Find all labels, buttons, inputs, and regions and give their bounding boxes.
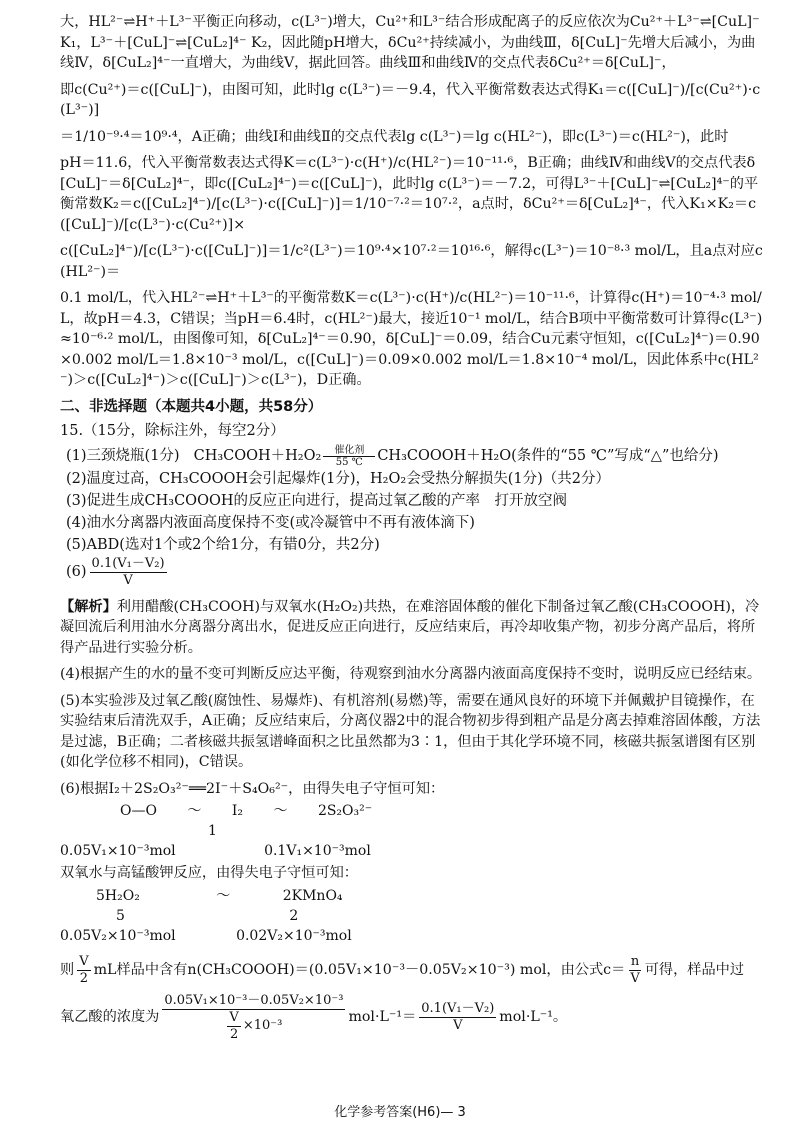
ratio-row-2: 5H₂O₂ ～ 2KMnO₄ (96, 887, 343, 904)
concentration-formula-fraction: $\frac{n}{V}$ (630, 953, 640, 986)
q15-answer-3: (3)促进生成CH₃COOOH的反应正向进行，提高过氧乙酸的产率 打开放空阀 (66, 492, 567, 509)
analysis-label: 【解析】 (60, 598, 117, 615)
analysis-14-para-4: pH＝11.6，代入平衡常数表达式得K＝c(L³⁻)·c(H⁺)/c(HL²⁻)＝10⁻¹¹·⁶，B正确；曲线Ⅳ和曲线Ⅴ的交点代表δ[CuL]⁻＝δ[CuL₂]⁴⁻，即c([CuL₂]⁴⁻)＝c([CuL]⁻)，此时lg c(L³⁻)＝－7.2，可得L³⁻＋[CuL]⁻⇌[CuL₂]⁴⁻的平衡常数K₂＝c([CuL₂]⁴⁻)/[c(L³⁻)·c([CuL]⁻)]＝1/10⁻⁷·²＝10⁷·²，a点时，δCu²⁺＝δ[CuL₂]⁴⁻，代入K₁×K₂＝c([CuL]⁻)/[c(L³⁻)·c(Cu²⁺)]× (60, 155, 759, 233)
analysis-15-para-4: (6)根据I₂＋2S₂O₃²⁻══2I⁻＋S₄O₆²⁻，由得失电子守恒可知： (60, 780, 445, 797)
analysis-14-para-3: ＝1/10⁻⁹·⁴＝10⁹·⁴，A正确；曲线Ⅰ和曲线Ⅱ的交点代表lg c(L³⁻)＝lg c(HL²⁻)，即c(L³⁻)＝c(HL²⁻)，此时 (60, 128, 729, 145)
answer-6-denominator: V (123, 572, 133, 588)
answer-1-prefix: (1)三颈烧瓶(1分) (66, 448, 180, 464)
answer-6-numerator: 0.1(V₁－V₂) (91, 555, 165, 571)
equation-right: CH₃COOOH＋H₂O(条件的“55 ℃”写成“△”也给分) (377, 448, 719, 464)
q15-answer-2: (2)温度过高，CH₃COOOH会引起爆炸(1分)，H₂O₂会受热分解损失(1分)（共2分） (66, 470, 610, 487)
temperature-label: 55 ℃ (335, 456, 363, 468)
analysis-15-para-6: 则 $\frac{V}{2}$ mL样品中含有n(CH₃COOOH)＝(0.05V₁×10⁻³－0.05V₂×10⁻³) mol，由公式c＝ $\frac{n}{V}$ 可得，样品中过 (60, 953, 745, 986)
ratio-row-1: O—O ～ I₂ ～ 2S₂O₃²⁻ (120, 803, 373, 819)
reaction-arrow (323, 445, 375, 468)
simplified-concentration-fraction: $\frac{\text{0.1(V₁－V₂)}}{V}$ (421, 1001, 495, 1033)
analysis-14-para-5: c([CuL₂]⁴⁻)/[c(L³⁻)·c([CuL]⁻)]＝1/c²(L³⁻)＝10⁹·⁴×10⁷·²＝10¹⁶·⁶，解得c(L³⁻)＝10⁻⁸·³ mol/L，且a点对应c(HL²⁻)＝ (60, 243, 763, 280)
answer-6-fraction (90, 556, 167, 589)
analysis-14-para-2: 即c(Cu²⁺)＝c([CuL]⁻)，由图可知，此时lg c(L³⁻)＝－9.4，代入平衡常数表达式得K₁＝c([CuL]⁻)/[c(Cu²⁺)·c(L³⁻)] (60, 81, 761, 118)
q15-answer-5: (5)ABD(选对1个或2个给1分，有错0分，共2分) (66, 536, 380, 553)
analysis-15-para-3: (5)本实验涉及过氧乙酸(腐蚀性、易爆炸)、有机溶剂(易燃)等，需要在通风良好的环境下并佩戴护目镜操作，在实验结束后清洗双手，A正确；反应结束后，分离仪器2中的混合物初步得到粗产品是分离去掉难溶固体酸，方法是过滤，B正确；二者核磁共振氢谱峰面积之比虽然都为3∶1，但由于其化学环境不同，核磁共振氢谱图有区别(如化学位移不相同)，C错误。 (60, 692, 761, 770)
q15-answer-4: (4)油水分离器内液面高度保持不变(或冷凝管中不再有液体滴下) (66, 514, 475, 531)
ratio-row-1-coeff: 1 (208, 823, 217, 839)
analysis-15-para-5: 双氧水与高锰酸钾反应，由得失电子守恒可知： (60, 865, 358, 881)
equation-left: CH₃COOH＋H₂O₂ (193, 448, 322, 464)
answer-6-prefix: (6) (66, 564, 87, 580)
q15-answer-1 (60, 445, 766, 468)
ratio-row-1-values: 0.05V₁×10⁻³mol 0.1V₁×10⁻³mol (60, 843, 371, 859)
analysis-15-para-1: 【解析】利用醋酸(CH₃COOH)与双氧水(H₂O₂)共热，在难溶固体酸的催化下制备过氧乙酸(CH₃COOOH)，冷凝回流后利用油水分离器分离出水，促进反应正向进行，反应结束后，再冷却收集产物，初步分离产品后，将所得产品进行实验分析。 (60, 598, 760, 656)
analysis-14-para-1: 大，HL²⁻⇌H⁺＋L³⁻平衡正向移动，c(L³⁻)增大，Cu²⁺和L³⁻结合形成配离子的反应依次为Cu²⁺＋L³⁻⇌[CuL]⁻ K₁，L³⁻＋[CuL]⁻⇌[CuL₂]⁴⁻ K₂，因此随pH增大，δCu²⁺持续减小，为曲线Ⅲ，δ[CuL]⁻先增大后减小，为曲线Ⅳ，δ[CuL₂]⁴⁻一直增大，为曲线Ⅴ，据此回答。曲线Ⅲ和曲线Ⅳ的交点代表δCu²⁺＝δ[CuL]⁻， (60, 14, 760, 71)
final-concentration-fraction: 0.05V₁×10⁻³－0.05V₂×10⁻³ $\frac{V}{2}$ ×10⁻³ (164, 992, 344, 1042)
analysis-15-para-2: (4)根据产生的水的量不变可判断反应达平衡，待观察到油水分离器内液面高度保持不变时，说明反应已经结束。 (60, 666, 762, 682)
ratio-row-2-coeff: 5 2 (116, 907, 299, 924)
ratio-row-2-values: 0.05V₂×10⁻³mol 0.02V₂×10⁻³mol (60, 927, 352, 944)
q15-header: 15.（15分，除标注外，每空2分） (60, 422, 285, 439)
q15-answer-6 (60, 556, 766, 589)
analysis-14-para-6: 0.1 mol/L，代入HL²⁻⇌H⁺＋L³⁻的平衡常数K＝c(L³⁻)·c(H⁺)/c(HL²⁻)＝10⁻¹¹·⁶，计算得c(H⁺)＝10⁻⁴·³ mol/L，故pH＝4.3，C错误；当pH＝6.4时，c(HL²⁻)最大，接近10⁻¹ mol/L，结合B项中平衡常数可计算得c(L³⁻)≈10⁻⁶·² mol/L，由图像可知，δ[CuL₂]⁴⁻＝0.90，δ[CuL]⁻＝0.09，结合Cu元素守恒知，c([CuL₂]⁴⁻)＝0.90×0.002 mol/L＝1.8×10⁻³ mol/L，c([CuL]⁻)＝0.09×0.002 mol/L＝1.8×10⁻⁴ mol/L，因此体系中c(HL²⁻)＞c([CuL₂]⁴⁻)＞c([CuL]⁻)＞c(L³⁻)，D正确。 (60, 290, 763, 388)
section-2-title: 二、非选择题（本题共4小题，共58分） (60, 398, 323, 415)
page-footer: 化学参考答案(H6)— 3 (334, 1105, 466, 1120)
catalyst-label: 催化剂 (334, 444, 365, 456)
arrow-line (323, 456, 375, 457)
analysis-15-para-7: 氧乙酸的浓度为 0.05V₁×10⁻³－0.05V₂×10⁻³ $\frac{V}{2}$ ×10⁻³ mol·L⁻¹＝ $\frac{\text{0.1(V₁－V₂)}}{V}$ mol·L⁻¹。 (60, 992, 568, 1042)
volume-fraction: $\frac{V}{2}$ (79, 953, 89, 986)
